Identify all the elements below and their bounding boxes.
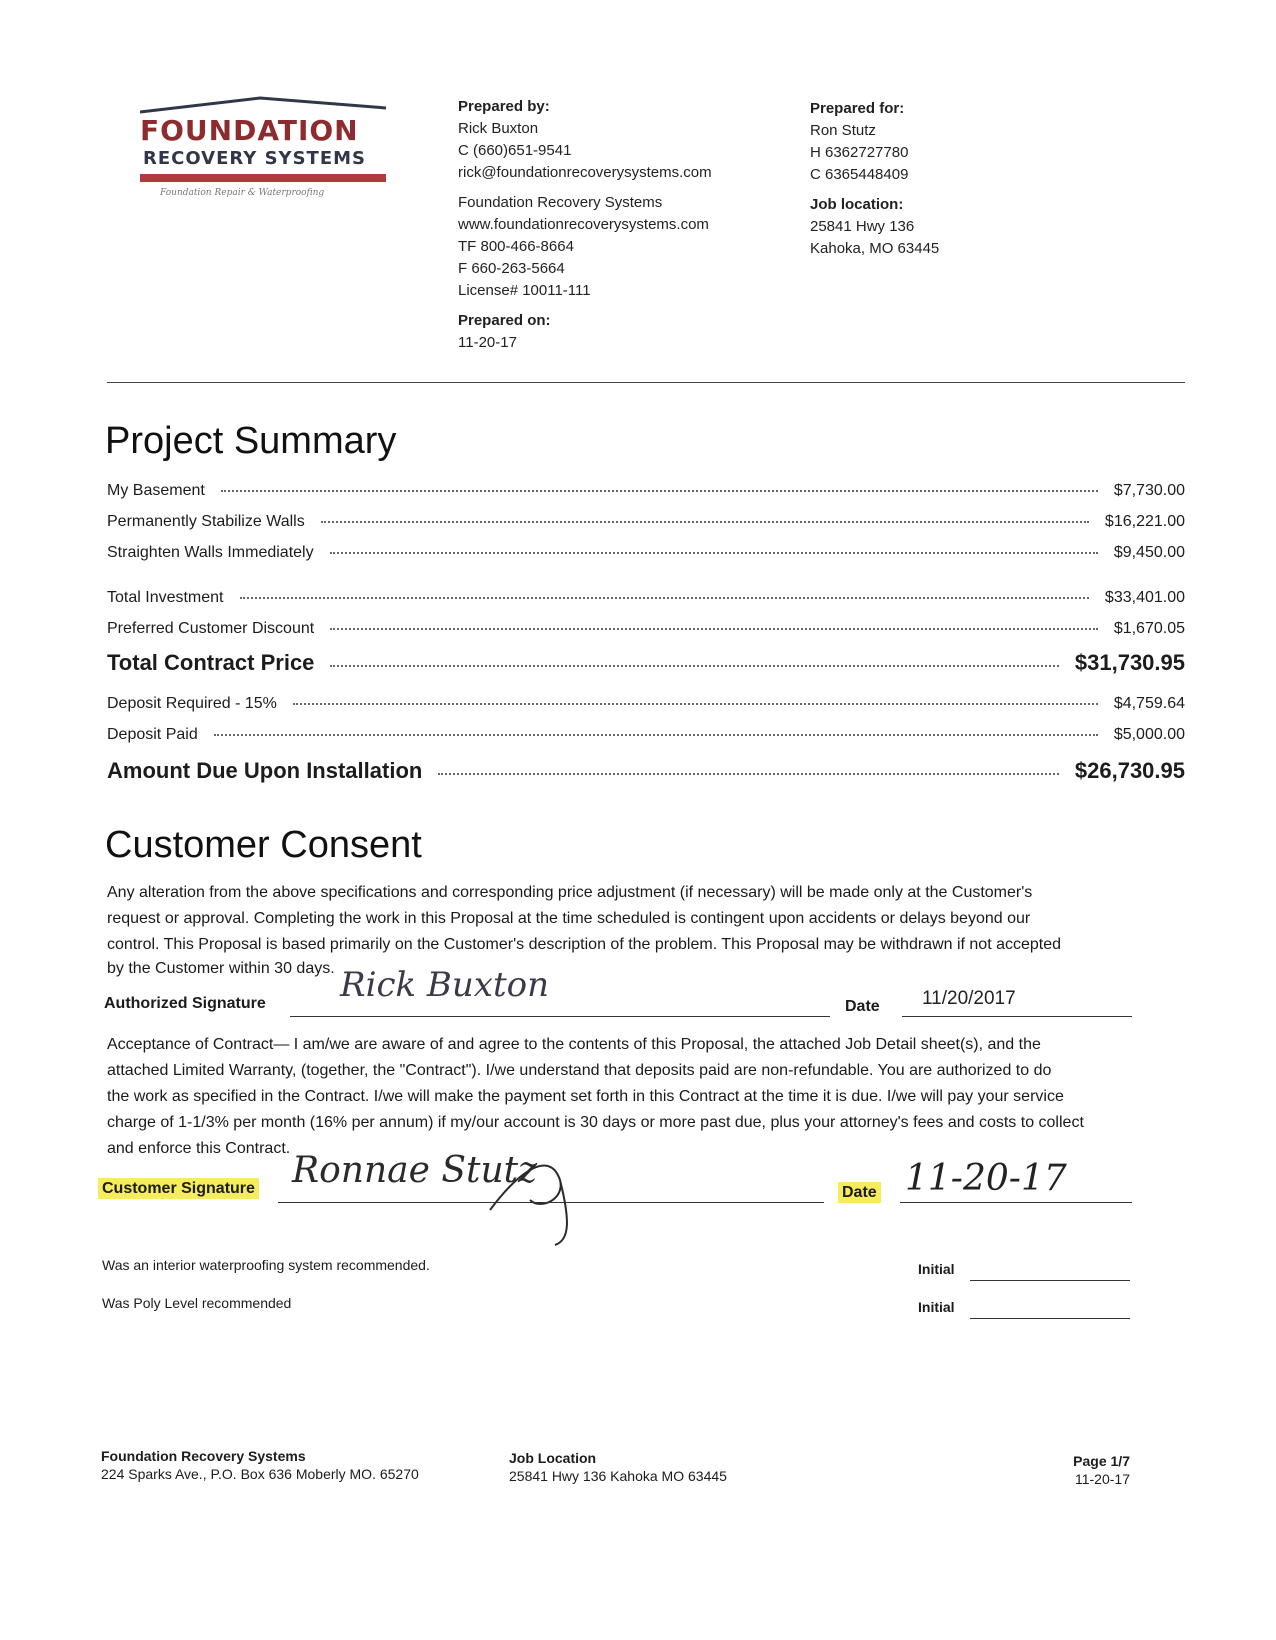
footer-company-name: Foundation Recovery Systems bbox=[101, 1448, 306, 1464]
summary-row bbox=[107, 620, 1185, 638]
summary-row bbox=[107, 695, 1185, 713]
header-divider bbox=[107, 382, 1185, 383]
footer-page bbox=[1050, 1452, 1130, 1488]
initial-label: Initial bbox=[918, 1261, 955, 1277]
footer-company-address: 224 Sparks Ave., P.O. Box 636 Moberly MO. 65270 bbox=[101, 1466, 419, 1482]
summary-label: Permanently Stabilize Walls bbox=[107, 513, 305, 530]
question-waterproofing: Was an interior waterproofing system recommended. bbox=[102, 1257, 430, 1273]
company-fax: F 660-263-5664 bbox=[458, 260, 565, 277]
footer-page-number: Page 1/7 bbox=[1073, 1453, 1130, 1469]
consent-paragraph bbox=[107, 880, 1187, 980]
customer-date-line bbox=[900, 1202, 1132, 1203]
authorized-signature: Rick Buxton bbox=[340, 965, 550, 1005]
footer-job-address: 25841 Hwy 136 Kahoka MO 63445 bbox=[509, 1468, 727, 1484]
acceptance-line: the work as specified in the Contract. I/we will make the payment set forth in this Contract at the time it is due. I/we will pay your service bbox=[107, 1088, 1064, 1105]
company-website: www.foundationrecoverysystems.com bbox=[458, 216, 709, 233]
prepared-by-block bbox=[458, 96, 712, 354]
job-address-line1: 25841 Hwy 136 bbox=[810, 218, 915, 235]
summary-value: $33,401.00 bbox=[1104, 589, 1185, 606]
initial-label: Initial bbox=[918, 1299, 955, 1315]
company-logo bbox=[140, 96, 400, 206]
acceptance-line: charge of 1-1/3% per month (16% per annum) if my/our account is 30 days or more past due, plus your attorney's fees and costs to collect bbox=[107, 1114, 1084, 1131]
customer-signature-label bbox=[98, 1180, 259, 1198]
summary-label: My Basement bbox=[107, 482, 205, 499]
dot-leader bbox=[221, 490, 1098, 492]
prepared-by-label: Prepared by: bbox=[458, 98, 550, 115]
customer-date: 11-20-17 bbox=[905, 1158, 1067, 1199]
summary-value: $31,730.95 bbox=[1074, 650, 1185, 675]
summary-label: Total Contract Price bbox=[107, 650, 315, 675]
company-license: License# 10011-111 bbox=[458, 282, 591, 299]
customer-date-label bbox=[838, 1184, 881, 1202]
summary-label: Total Investment bbox=[107, 589, 224, 606]
preparer-cell: C (660)651-9541 bbox=[458, 142, 572, 159]
authorized-signature-label: Authorized Signature bbox=[104, 995, 266, 1012]
dot-leader bbox=[240, 597, 1089, 599]
client-home-phone: H 6362727780 bbox=[810, 144, 909, 161]
summary-label: Preferred Customer Discount bbox=[107, 620, 315, 637]
authorized-signature-line bbox=[290, 1016, 830, 1017]
summary-value: $9,450.00 bbox=[1113, 544, 1185, 561]
prepared-for-block bbox=[810, 98, 939, 260]
job-address-line2: Kahoka, MO 63445 bbox=[810, 240, 940, 257]
dot-leader bbox=[293, 703, 1098, 705]
summary-row bbox=[107, 513, 1185, 531]
prepared-on-date: 11-20-17 bbox=[458, 334, 517, 351]
summary-value: $16,221.00 bbox=[1104, 513, 1185, 530]
summary-label: Deposit Paid bbox=[107, 726, 198, 743]
company-tollfree: TF 800-466-8664 bbox=[458, 238, 574, 255]
prepared-on-label: Prepared on: bbox=[458, 312, 551, 329]
company-name: Foundation Recovery Systems bbox=[458, 194, 663, 211]
signature-flourish bbox=[460, 1140, 620, 1250]
summary-row bbox=[107, 726, 1185, 744]
logo-name-line2: RECOVERY SYSTEMS bbox=[143, 148, 366, 169]
dot-leader bbox=[330, 552, 1098, 554]
total-contract-row bbox=[107, 650, 1185, 676]
customer-signature-line bbox=[278, 1202, 824, 1203]
consent-line: request or approval. Completing the work in this Proposal at the time scheduled is contingent upon accidents or delays beyond our bbox=[107, 910, 1031, 927]
footer-job bbox=[509, 1449, 727, 1485]
summary-label: Amount Due Upon Installation bbox=[107, 758, 423, 783]
customer-signature: Ronnae Stutz bbox=[292, 1150, 538, 1191]
initial-line bbox=[970, 1280, 1130, 1281]
footer-job-label: Job Location bbox=[509, 1450, 597, 1466]
dot-leader bbox=[438, 773, 1059, 775]
project-summary-title: Project Summary bbox=[105, 420, 397, 462]
customer-date-label-text: Date bbox=[838, 1182, 881, 1203]
consent-line: control. This Proposal is based primarily on the Customer's description of the problem. This Proposal may be withdrawn if not accepted bbox=[107, 936, 1062, 953]
authorized-date-label: Date bbox=[845, 998, 880, 1015]
summary-row bbox=[107, 544, 1185, 562]
summary-value: $1,670.05 bbox=[1113, 620, 1185, 637]
prepared-for-label: Prepared for: bbox=[810, 100, 905, 117]
summary-row bbox=[107, 482, 1185, 500]
summary-label: Straighten Walls Immediately bbox=[107, 544, 314, 561]
job-location-label: Job location: bbox=[810, 196, 904, 213]
dot-leader bbox=[321, 521, 1089, 523]
summary-value: $4,759.64 bbox=[1113, 695, 1185, 712]
summary-value: $26,730.95 bbox=[1074, 758, 1185, 783]
preparer-email: rick@foundationrecoverysystems.com bbox=[458, 164, 712, 181]
customer-signature-label-text: Customer Signature bbox=[98, 1178, 259, 1199]
dot-leader bbox=[330, 628, 1098, 630]
acceptance-line: and enforce this Contract. bbox=[107, 1140, 291, 1157]
acceptance-line: Acceptance of Contract— I am/we are aware of and agree to the contents of this Proposal, the attached Job Detail sheet(s), and the bbox=[107, 1036, 1041, 1053]
consent-line: Any alteration from the above specifications and corresponding price adjustment (if necessary) will be made only at the Customer's bbox=[107, 884, 1033, 901]
customer-consent-title: Customer Consent bbox=[105, 824, 422, 866]
summary-value: $7,730.00 bbox=[1113, 482, 1185, 499]
consent-line: by the Customer within 30 days. bbox=[107, 960, 335, 977]
amount-due-row bbox=[107, 758, 1185, 784]
logo-tagline: Foundation Repair & Waterproofing bbox=[160, 188, 325, 198]
logo-bar bbox=[140, 174, 386, 182]
logo-name-line1: FOUNDATION bbox=[140, 114, 359, 147]
summary-row bbox=[107, 589, 1185, 607]
preparer-name: Rick Buxton bbox=[458, 120, 539, 137]
authorized-date-line bbox=[902, 1016, 1132, 1017]
footer-date: 11-20-17 bbox=[1074, 1471, 1130, 1487]
question-poly-level: Was Poly Level recommended bbox=[102, 1295, 292, 1311]
acceptance-line: attached Limited Warranty, (together, the "Contract"). I/we understand that deposits paid are non-refundable. You are authorized to do bbox=[107, 1062, 1052, 1079]
dot-leader bbox=[330, 665, 1058, 667]
authorized-date: 11/20/2017 bbox=[922, 988, 1016, 1009]
roof-icon bbox=[140, 96, 390, 116]
summary-value: $5,000.00 bbox=[1113, 726, 1185, 743]
summary-label: Deposit Required - 15% bbox=[107, 695, 277, 712]
initial-line bbox=[970, 1318, 1130, 1319]
dot-leader bbox=[214, 734, 1098, 736]
footer-company bbox=[101, 1447, 419, 1483]
client-cell-phone: C 6365448409 bbox=[810, 166, 909, 183]
client-name: Ron Stutz bbox=[810, 122, 876, 139]
acceptance-paragraph bbox=[107, 1032, 1187, 1162]
